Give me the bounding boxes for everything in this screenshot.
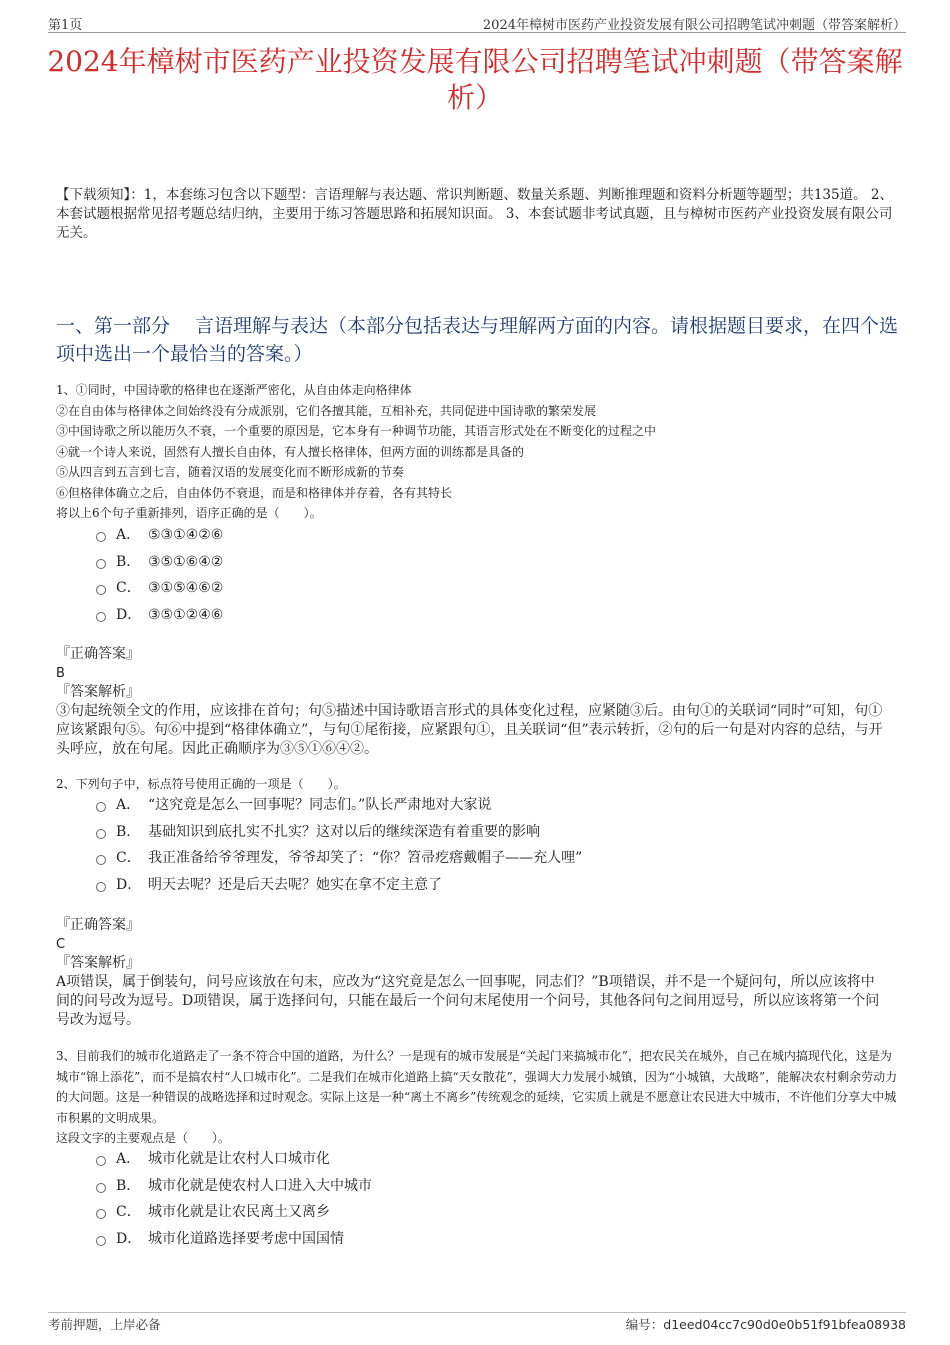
question-3-options	[96, 1146, 372, 1252]
option-d[interactable]: D． ③⑤①②④⑥	[96, 602, 223, 629]
answer-label: 『正确答案』	[56, 917, 140, 933]
stem-line: ③中国诗歌之所以能历久不衰，一个重要的原因是，它本身有一种调节功能，其语言形式处在不断变化的过程之中	[56, 424, 657, 438]
radio-icon[interactable]	[96, 855, 106, 865]
document-id: 编号：d1eed04cc7c90d0e0b51f91bfea08938	[625, 1317, 906, 1332]
radio-icon[interactable]	[96, 882, 106, 892]
page-footer	[48, 1312, 906, 1333]
option-d[interactable]: D． 明天去呢？还是后天去呢？她实在拿不定主意了	[96, 872, 582, 899]
page-header	[48, 14, 906, 33]
passage-text: 3、目前我们的城市化道路走了一条不符合中国的道路，为什么？一是现有的城市发展是“关起门来搞城市化”，把农民关在城外，自己在城内搞现代化，这是为城市“锦上添花”，而不是搞农村“人口城市化”。二是我们在城市化道路上搞“天女散花”，强调大力发展小城镇，因为“小城镇，大战略”，能解决农村剩余劳动力的大问题。这是一种错误的战略选择和过时观念。实际上这是一种“离土不离乡”传统观念的延续，它实质上就是不愿意让农民进大中城市，不许他们分享大中城市积累的文明成果。	[56, 1049, 898, 1125]
analysis-text: A项错误，属于倒装句，问号应该放在句末，应改为“这究竟是怎么一回事呢，同志们？”B项错误，并不是一个疑问句，所以应该将中间的问号改为逗号。D项错误，属于选择问句，只能在最后一个问句末尾使用一个问号，其他各问句之间用逗号，所以应该将第一个问号改为逗号。	[56, 974, 880, 1028]
option-c[interactable]: C． 我正准备给爷爷理发，爷爷却笑了：“你？笤帚疙瘩戴帽子——充人哩”	[96, 845, 582, 872]
radio-icon[interactable]	[96, 1236, 106, 1246]
radio-icon[interactable]	[96, 612, 106, 622]
stem-line: 这段文字的主要观点是（ ）。	[56, 1131, 231, 1145]
radio-icon[interactable]	[96, 532, 106, 542]
option-a[interactable]: A． ⑤③①④②⑥	[96, 522, 223, 549]
page-number: 第1页	[48, 18, 83, 33]
correct-answer: C	[56, 937, 66, 952]
answer-label: 『正确答案』	[56, 646, 140, 662]
option-c[interactable]: C． 城市化就是让农民离土又离乡	[96, 1199, 372, 1226]
radio-icon[interactable]	[96, 802, 106, 812]
stem-line: 1、①同时，中国诗歌的格律也在逐渐严密化，从自由体走向格律体	[56, 383, 412, 397]
option-c[interactable]: C． ③①⑤④⑥②	[96, 575, 223, 602]
stem-line: ⑥但格律体确立之后，自由体仍不衰退，而是和格律体并存着，各有其特长	[56, 485, 453, 500]
option-b[interactable]: B． ③⑤①⑥④②	[96, 549, 223, 576]
stem-line: ④就一个诗人来说，固然有人擅长自由体，有人擅长格律体，但两方面的训练都是具备的	[56, 444, 525, 459]
footer-slogan: 考前押题，上岸必备	[48, 1317, 161, 1332]
question-1-options	[96, 522, 223, 628]
option-a[interactable]: A． 城市化就是让农村人口城市化	[96, 1146, 372, 1173]
question-1-answer	[56, 645, 888, 759]
question-3-stem	[56, 1046, 902, 1149]
option-b[interactable]: B． 基础知识到底扎实不扎实？这对以后的继续深造有着重要的影响	[96, 819, 582, 846]
question-2-options	[96, 792, 582, 898]
download-notice: 【下载须知】：1，本套练习包含以下题型：言语理解与表达题、常识判断题、数量关系题、判断推理题和资料分析题等题型；共135道。 2、本套试题根据常见招考题总结归纳，主要用于练习答题思路和拓展知识面。 3、本套试题非考试真题，且与樟树市医药产业投资发展有限公司无关。	[56, 187, 893, 241]
stem-line: ②在自由体与格律体之间始终没有分成派别，它们各擅其能，互相补充，共同促进中国诗歌的繁荣发展	[56, 403, 597, 418]
stem-line: ⑤从四言到五言到七言，随着汉语的发展变化而不断形成新的节奏	[56, 465, 405, 479]
option-a[interactable]: A． “这究竟是怎么一回事呢？同志们。”队长严肃地对大家说	[96, 792, 582, 819]
radio-icon[interactable]	[96, 829, 106, 839]
radio-icon[interactable]	[96, 585, 106, 595]
analysis-text: ③句起统领全文的作用，应该排在首句；句⑤描述中国诗歌语言形式的具体变化过程，应紧随③后。由句①的关联词“同时”可知，句①应该紧跟句⑤。句⑥中提到“格律体确立”，与句①尾衔接，应紧跟句①，且关联词“但”表示转折，②句的后一句是对内容的总结，与开头呼应，放在句尾。因此正确顺序为③⑤①⑥④②。	[56, 703, 883, 757]
correct-answer: B	[56, 666, 65, 681]
stem-line: 将以上6个句子重新排列，语序正确的是（ ）。	[56, 506, 322, 520]
header-doc-title: 2024年樟树市医药产业投资发展有限公司招聘笔试冲刺题（带答案解析）	[482, 18, 906, 33]
radio-icon[interactable]	[96, 559, 106, 569]
radio-icon[interactable]	[96, 1156, 106, 1166]
question-1-stem	[56, 380, 902, 524]
option-d[interactable]: D． 城市化道路选择要考虑中国国情	[96, 1226, 372, 1253]
analysis-label: 『答案解析』	[56, 955, 140, 971]
document-title: 2024年樟树市医药产业投资发展有限公司招聘笔试冲刺题（带答案解析）	[47, 45, 903, 114]
stem-line: 2、下列句子中，标点符号使用正确的一项是（ ）。	[56, 777, 346, 791]
analysis-label: 『答案解析』	[56, 684, 140, 700]
section-title: 一、第一部分 言语理解与表达（本部分包括表达与理解两方面的内容。请根据题目要求，在四个选项中选出一个最恰当的答案。）	[56, 315, 899, 365]
option-b[interactable]: B． 城市化就是使农村人口进入大中城市	[96, 1173, 372, 1200]
radio-icon[interactable]	[96, 1209, 106, 1219]
question-2-answer	[56, 916, 888, 1030]
radio-icon[interactable]	[96, 1183, 106, 1193]
